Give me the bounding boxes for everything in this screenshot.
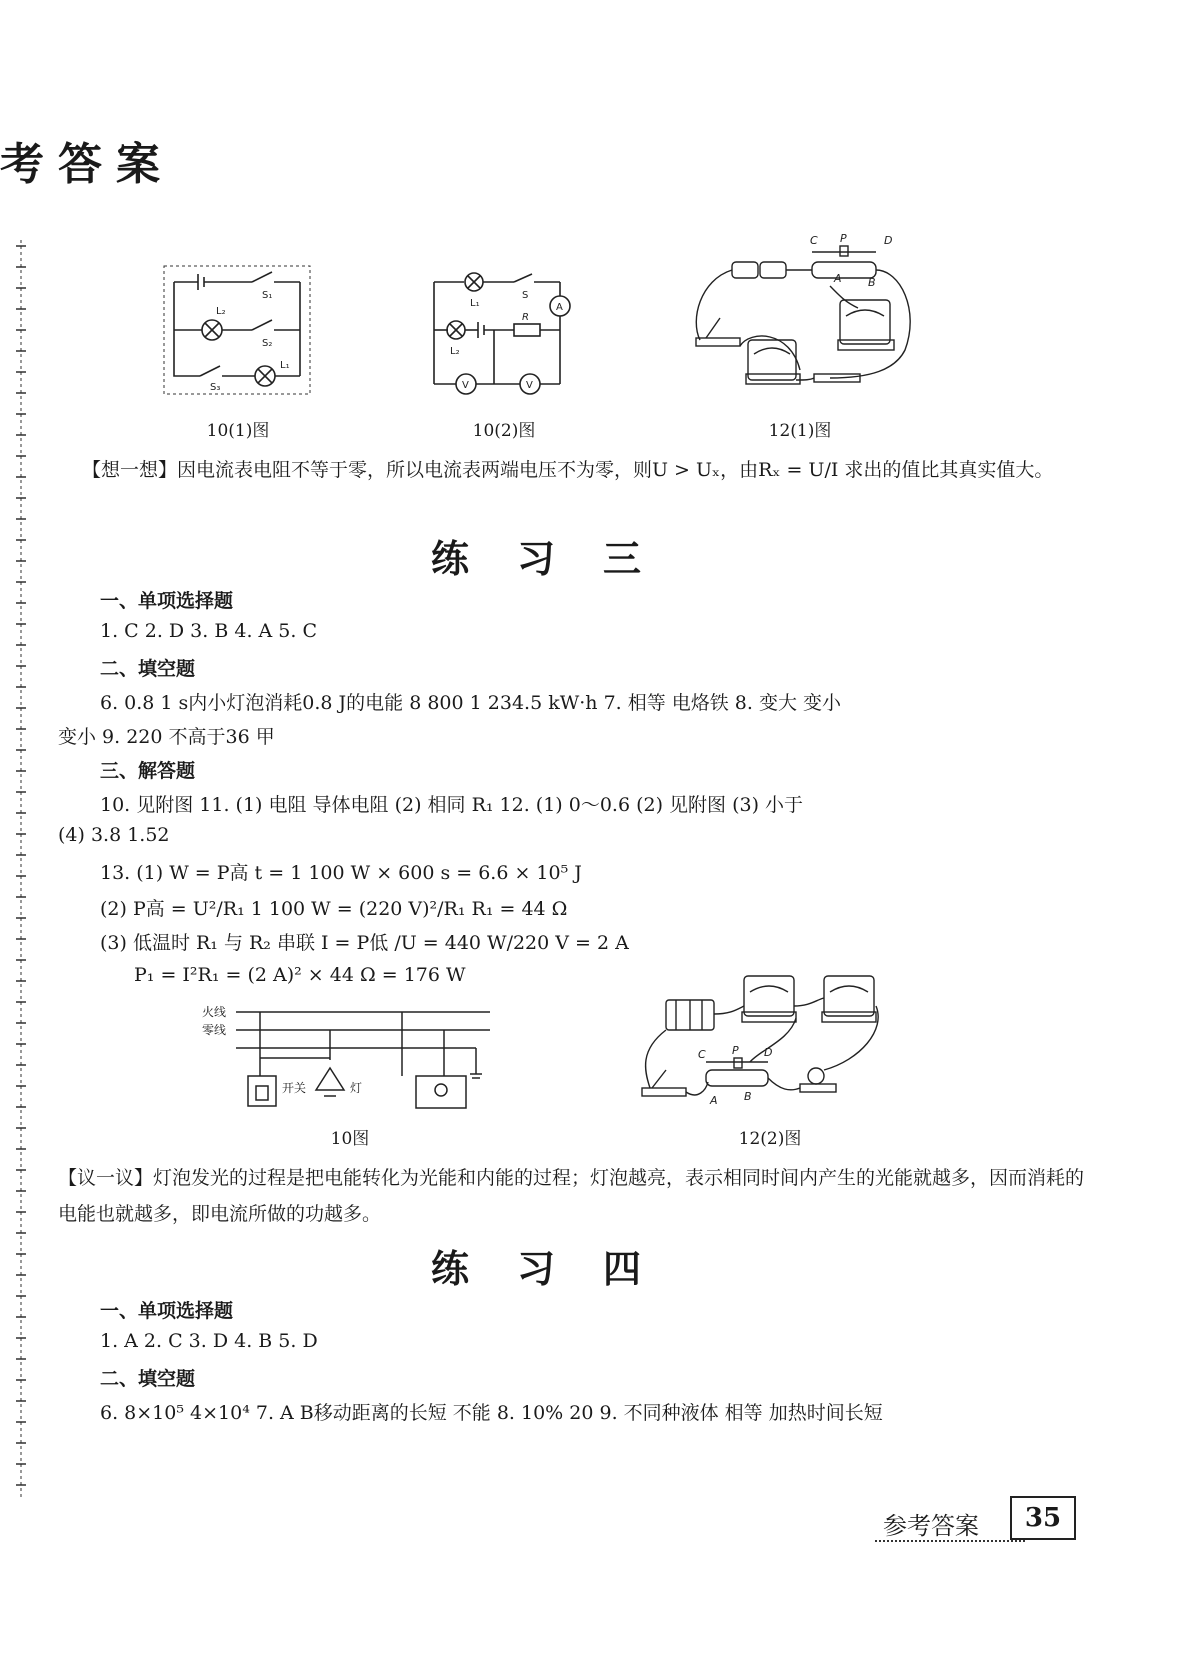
label-l2-b: L₂ [450, 346, 460, 357]
label-s: S [522, 290, 529, 301]
ex4-section-2-heading: 二、填空题 [100, 1368, 196, 1390]
label-l2: L₂ [216, 306, 226, 317]
think-paragraph: 【想一想】因电流表电阻不等于零，所以电流表两端电压不为零，则U > Uₓ，由Rₓ = U/I 求出的值比其真实值大。 [82, 459, 1054, 481]
ex3-section-3-heading: 三、解答题 [100, 760, 196, 782]
household-wiring-diagram-10 [190, 1000, 510, 1116]
ex3-section-2-heading: 二、填空题 [100, 658, 196, 680]
label-s2: S₂ [262, 338, 273, 349]
footer-divider [875, 1540, 1025, 1542]
label-r: R [522, 312, 529, 323]
caption-fig-12-1: 12(1)图 [768, 421, 832, 441]
ex3-answer-13b: (2) P高 = U²/R₁ 1 100 W = (220 V)²/R₁ R₁ = 44 Ω [100, 898, 568, 920]
label-d-2: D [764, 1046, 773, 1059]
ex3-answers-3b: (4) 3.8 1.52 [58, 824, 170, 846]
exercise-4-title: 练习四 [430, 1246, 689, 1291]
label-s1: S₁ [262, 290, 273, 301]
ex3-answer-13c: (3) 低温时 R₁ 与 R₂ 串联 I = P低 /U = 440 W/220 V = 2 A [100, 932, 629, 954]
circuit-diagram-10-1 [160, 262, 320, 402]
label-zero-wire: 零线 [202, 1023, 227, 1037]
label-a-2: A [710, 1094, 718, 1107]
label-voltmeter-2: V [526, 380, 533, 391]
ex3-answer-13a: 13. (1) W = P高 t = 1 100 W × 600 s = 6.6 × 10⁵ J [100, 862, 582, 884]
exercise-3-title: 练习三 [430, 536, 689, 581]
footer-label: 参考答案 [883, 1512, 979, 1540]
discuss-paragraph: 【议一议】灯泡发光的过程是把电能转化为光能和内能的过程；灯泡越亮，表示相同时间内产生的光能就越多，因而消耗的电能也就越多，即电流所做的功越多。 [58, 1167, 1085, 1225]
caption-fig-10: 10图 [330, 1129, 370, 1149]
label-p: P [840, 232, 847, 245]
label-b-2: B [744, 1090, 752, 1103]
caption-fig-10-2: 10(2)图 [472, 421, 536, 441]
caption-fig-12-2: 12(2)图 [738, 1129, 802, 1149]
ex3-section-1-heading: 一、单项选择题 [100, 590, 234, 612]
ex3-answers-1: 1. C 2. D 3. B 4. A 5. C [100, 620, 317, 642]
label-fire-wire: 火线 [202, 1005, 227, 1019]
ex4-answers-1: 1. A 2. C 3. D 4. B 5. D [100, 1330, 318, 1352]
page-number: 35 [1010, 1496, 1076, 1540]
perforation-marks [14, 240, 28, 1500]
label-d: D [884, 234, 893, 247]
label-c: C [810, 234, 818, 247]
label-s3: S₃ [210, 382, 221, 393]
label-voltmeter-1: V [462, 380, 469, 391]
label-c-2: C [698, 1048, 706, 1061]
ex3-answers-3a: 10. 见附图 11. (1) 电阻 导体电阻 (2) 相同 R₁ 12. (1) 0～0.6 (2) 见附图 (3) 小于 [100, 794, 804, 816]
caption-fig-10-1: 10(1)图 [206, 421, 270, 441]
ex4-answers-2: 6. 8×10⁵ 4×10⁴ 7. A B移动距离的长短 不能 8. 10% 20 9. 不同种液体 相等 加热时间长短 [100, 1402, 883, 1424]
apparatus-drawing-12-1 [690, 230, 940, 400]
apparatus-drawing-12-2 [640, 970, 890, 1120]
label-ammeter: A [556, 302, 563, 313]
label-l1: L₁ [280, 360, 290, 371]
ex3-answers-2b: 变小 9. 220 不高于36 甲 [58, 726, 275, 748]
label-lamp: 灯 [350, 1081, 363, 1095]
page-header-title: 考答案 [0, 139, 174, 190]
circuit-diagram-10-2 [430, 262, 580, 402]
label-l1-b: L₁ [470, 298, 480, 309]
ex3-answer-13d: P₁ = I²R₁ = (2 A)² × 44 Ω = 176 W [134, 964, 466, 986]
ex4-section-1-heading: 一、单项选择题 [100, 1300, 234, 1322]
label-p-2: P [732, 1044, 739, 1057]
label-b: B [868, 276, 876, 289]
ex3-answers-2a: 6. 0.8 1 s内小灯泡消耗0.8 J的电能 8 800 1 234.5 kW·h 7. 相等 电烙铁 8. 变大 变小 [100, 692, 842, 714]
label-switch: 开关 [282, 1081, 307, 1095]
label-a: A [834, 272, 842, 285]
